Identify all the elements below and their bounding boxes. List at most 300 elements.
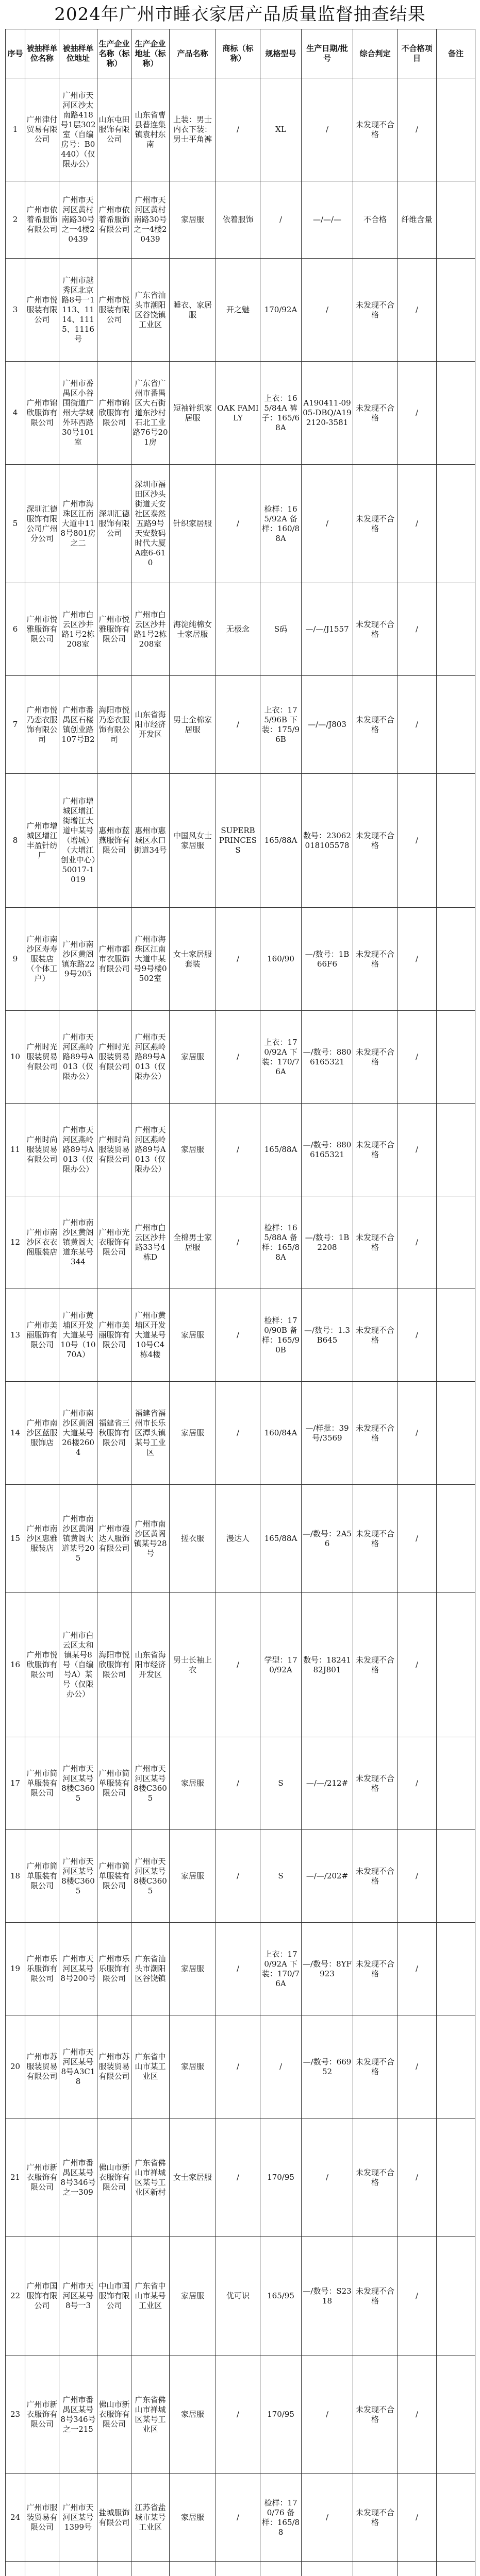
brand-cell: / <box>216 1593 260 1737</box>
spec-model-cell: 170/95 <box>260 2119 302 2237</box>
sampled-unit-cell: 广州津付贸易有限公司 <box>25 78 59 181</box>
sampled-unit-cell: 广州市南沙区寿寿服装店（个体工户） <box>25 908 59 1011</box>
verdict-cell: 未发现不合格 <box>353 362 398 465</box>
product-name-cell: 家居服 <box>170 2237 216 2355</box>
brand-cell: / <box>216 1382 260 1485</box>
row-number-cell: 16 <box>6 1593 25 1737</box>
spec-model-cell: / <box>260 181 302 259</box>
production-date-cell: —/—/212# <box>302 1737 353 1830</box>
brand-cell: 依着服饰 <box>216 181 260 259</box>
sampled-address-cell: 广州市天河区黄村南路30号之一4楼20439 <box>59 181 97 259</box>
header-cell: 规格型号 <box>260 29 302 78</box>
table-row <box>6 362 475 465</box>
remarks-cell <box>437 2015 475 2119</box>
failed-items-cell: / <box>398 676 437 774</box>
table-row <box>6 2562 475 2576</box>
failed-items-cell: / <box>398 908 437 1011</box>
production-date-cell: / <box>302 259 353 362</box>
product-name-cell: 全棉男士家居服 <box>170 1196 216 1289</box>
table-body <box>6 78 475 2576</box>
manufacturer-cell: 广州市锦欣服饰有限公司 <box>97 362 131 465</box>
failed-items-cell: / <box>398 1011 437 1104</box>
sampled-unit-cell: 广州市美丽服饰有限公司 <box>25 1289 59 1382</box>
manufacturer-address-cell: 深圳市福田区沙头街道天安社区泰然五路9号天安数码时代大厦A座6-610 <box>131 465 170 583</box>
sampled-address-cell: 广州市天河区某号8楼C3605 <box>59 1737 97 1830</box>
row-number-cell: 12 <box>6 1196 25 1289</box>
brand-cell: / <box>216 2015 260 2119</box>
spec-model-cell: / <box>260 2015 302 2119</box>
failed-items-cell: / <box>398 465 437 583</box>
brand-cell: 无极念 <box>216 583 260 676</box>
failed-items-cell: / <box>398 78 437 181</box>
spec-model-cell: S <box>260 1737 302 1830</box>
brand-cell: / <box>216 2474 260 2562</box>
manufacturer-cell: 广州市悦服装有限公司 <box>97 259 131 362</box>
sampled-unit-cell: 广州时光服装贸易有限公司 <box>25 1011 59 1104</box>
manufacturer-cell: 广州市依着希服饰有限公司 <box>97 181 131 259</box>
sampled-address-cell: 广州市增城区增江街增江大道中某号（增城）（大增江创业中心）50017-1019 <box>59 774 97 908</box>
brand-cell: / <box>216 908 260 1011</box>
manufacturer-cell: 海阳市悦乃恋衣服饰有限公司 <box>97 676 131 774</box>
sampled-address-cell: 广州市天河区沙太南路418号1层302室（自编房号：B0440）（仅限办公） <box>59 78 97 181</box>
spec-model-cell: 165/88A <box>260 1485 302 1593</box>
spec-model-cell: 上衣：165/84A 裤子：165/68A <box>260 362 302 465</box>
brand-cell: / <box>216 1104 260 1196</box>
table-row <box>6 1382 475 1485</box>
sampled-address-cell: 广州市南沙区黄阁大道某号26楼2604 <box>59 1382 97 1485</box>
sampled-address-cell: 广州市天河区某号8号A3C18 <box>59 2015 97 2119</box>
row-number-cell <box>6 2562 25 2576</box>
sampled-address-cell: 广州市天河区燕岭路89号A013（仅限办公） <box>59 1011 97 1104</box>
row-number-cell: 14 <box>6 1382 25 1485</box>
header-cell: 生产企业名称（标称） <box>97 29 131 78</box>
failed-items-cell: / <box>398 362 437 465</box>
production-date-cell: 数号：23062018105578 <box>302 774 353 908</box>
document-title: 2024年广州市睡衣家居产品质量监督抽查结果 <box>54 4 426 25</box>
product-name-cell: 中国风女士家居服 <box>170 774 216 908</box>
table-row <box>6 1104 475 1196</box>
sampled-unit-cell: 广州市国服饰有限公司 <box>25 2237 59 2355</box>
sampled-address-cell: 广州市天河区某号1399号 <box>59 2474 97 2562</box>
header-cell: 被抽样单位名称 <box>25 29 59 78</box>
remarks-cell <box>437 1289 475 1382</box>
verdict-cell <box>353 2562 398 2576</box>
remarks-cell <box>437 583 475 676</box>
sampled-unit-cell <box>25 2562 59 2576</box>
manufacturer-address-cell: 广州市天河区某号8楼C3605 <box>131 1830 170 1923</box>
remarks-cell <box>437 2355 475 2474</box>
brand-cell: / <box>216 1737 260 1830</box>
table-row <box>6 1737 475 1830</box>
row-number-cell: 11 <box>6 1104 25 1196</box>
header-cell: 备注 <box>437 29 475 78</box>
manufacturer-cell: 佛山市新衣服饰有限公司 <box>97 2355 131 2474</box>
manufacturer-address-cell: 广东省中山市某号工业区 <box>131 2237 170 2355</box>
production-date-cell: / <box>302 2355 353 2474</box>
production-date-cell: / <box>302 78 353 181</box>
remarks-cell <box>437 1593 475 1737</box>
failed-items-cell: / <box>398 1593 437 1737</box>
product-name-cell: 女士家居服 <box>170 2119 216 2237</box>
production-date-cell: / <box>302 465 353 583</box>
header-cell: 商标（标称） <box>216 29 260 78</box>
manufacturer-address-cell: 广东省中山市某工业区 <box>131 2015 170 2119</box>
production-date-cell: —/数号：1B66F6 <box>302 908 353 1011</box>
spec-model-cell: 检样：165/92A 备样：160/88A <box>260 465 302 583</box>
brand-cell: / <box>216 465 260 583</box>
manufacturer-address-cell: 广州市天河区某号8楼C3605 <box>131 1737 170 1830</box>
header-cell: 被抽样单位地址 <box>59 29 97 78</box>
remarks-cell <box>437 465 475 583</box>
brand-cell: / <box>216 1289 260 1382</box>
product-name-cell: 海淀纯棉女士家居服 <box>170 583 216 676</box>
verdict-cell: 未发现不合格 <box>353 1104 398 1196</box>
brand-cell: / <box>216 1196 260 1289</box>
verdict-cell: 未发现不合格 <box>353 259 398 362</box>
table-row <box>6 2015 475 2119</box>
manufacturer-address-cell: 江苏省盐城市某号工业区 <box>131 2474 170 2562</box>
sampled-address-cell: 广州市白云区太和镇某号8号（自编号A）某号（仅限办公） <box>59 1593 97 1737</box>
row-number-cell: 9 <box>6 908 25 1011</box>
failed-items-cell: / <box>398 2355 437 2474</box>
production-date-cell: —/—/J803 <box>302 676 353 774</box>
manufacturer-address-cell: 广东省广州市番禺区大石街道东沙村石北工业路76号201房 <box>131 362 170 465</box>
row-number-cell: 5 <box>6 465 25 583</box>
sampled-unit-cell: 广州市乐乐服饰有限公司 <box>25 1923 59 2015</box>
manufacturer-address-cell: 广州市南沙区黄阁镇某号28号 <box>131 1485 170 1593</box>
failed-items-cell: / <box>398 1104 437 1196</box>
table-row <box>6 1289 475 1382</box>
table-row <box>6 676 475 774</box>
manufacturer-cell: 惠州市蓝燕服饰有限公司 <box>97 774 131 908</box>
verdict-cell: 未发现不合格 <box>353 1923 398 2015</box>
sampled-address-cell: 广州市白云区沙井路1号2栋208室 <box>59 583 97 676</box>
brand-cell: / <box>216 2355 260 2474</box>
table-row <box>6 2119 475 2237</box>
sampled-address-cell: 广州市天河区某号8号一3 <box>59 2237 97 2355</box>
remarks-cell <box>437 259 475 362</box>
spec-model-cell: 检样：165/88A 备样：165/88A <box>260 1196 302 1289</box>
production-date-cell: —/数号：2A56 <box>302 1485 353 1593</box>
row-number-cell: 15 <box>6 1485 25 1593</box>
sampled-address-cell: 广州市天河区某号8号200号 <box>59 1923 97 2015</box>
manufacturer-address-cell: 广州市天河区燕岭路89号A013（仅限办公） <box>131 1104 170 1196</box>
remarks-cell <box>437 362 475 465</box>
verdict-cell: 未发现不合格 <box>353 1737 398 1830</box>
row-number-cell: 17 <box>6 1737 25 1830</box>
sampled-address-cell: 广州市天河区燕岭路89号A013（仅限办公） <box>59 1104 97 1196</box>
manufacturer-cell: 广州市苏服装贸易有限公司 <box>97 2015 131 2119</box>
header-cell: 生产企业地址（标称） <box>131 29 170 78</box>
remarks-cell <box>437 1382 475 1485</box>
verdict-cell: 未发现不合格 <box>353 2474 398 2562</box>
verdict-cell: 未发现不合格 <box>353 774 398 908</box>
table-row <box>6 1485 475 1593</box>
sampled-address-cell: 广州市越秀区北京路8号一1113、1114、1115、1116号 <box>59 259 97 362</box>
manufacturer-address-cell: 广州市白云区沙井路33号4栋D <box>131 1196 170 1289</box>
manufacturer-address-cell: 广州市天河区燕岭路89号A013（仅限办公） <box>131 1011 170 1104</box>
manufacturer-address-cell: 广东省汕头市潮阳区谷饶镇 <box>131 1923 170 2015</box>
spec-model-cell: S码 <box>260 583 302 676</box>
product-name-cell: 家居服 <box>170 2355 216 2474</box>
remarks-cell <box>437 1485 475 1593</box>
sampled-unit-cell: 广州市悦欣服饰有限公司 <box>25 1593 59 1737</box>
spec-model-cell: 165/88A <box>260 1104 302 1196</box>
product-name-cell: 男士全棉家居服 <box>170 676 216 774</box>
sampled-address-cell: 广州市番禺区小谷围街道广州大学城外环西路30号101室 <box>59 362 97 465</box>
brand-cell <box>216 2562 260 2576</box>
failed-items-cell: / <box>398 1737 437 1830</box>
row-number-cell: 2 <box>6 181 25 259</box>
manufacturer-cell: 广州时尚服装贸易有限公司 <box>97 1104 131 1196</box>
header-cell: 不合格项目 <box>398 29 437 78</box>
remarks-cell <box>437 2237 475 2355</box>
failed-items-cell: / <box>398 1485 437 1593</box>
results-table <box>5 29 475 2576</box>
spec-model-cell: 160/90 <box>260 908 302 1011</box>
manufacturer-cell: 广州市光衣服饰有限公司 <box>97 1196 131 1289</box>
production-date-cell <box>302 2562 353 2576</box>
sampled-unit-cell: 广州市悦乃恋衣服饰有限公司 <box>25 676 59 774</box>
remarks-cell <box>437 2562 475 2576</box>
brand-cell: / <box>216 676 260 774</box>
product-name-cell: 女士家居服套装 <box>170 908 216 1011</box>
production-date-cell: / <box>302 2474 353 2562</box>
verdict-cell: 未发现不合格 <box>353 2237 398 2355</box>
sampled-unit-cell: 深圳汇德服饰有限公司广州分公司 <box>25 465 59 583</box>
manufacturer-cell: 深圳汇德服饰有限公司 <box>97 465 131 583</box>
table-row <box>6 774 475 908</box>
table-row <box>6 1011 475 1104</box>
product-name-cell: 家居服 <box>170 1382 216 1485</box>
header-cell: 产品名称 <box>170 29 216 78</box>
production-date-cell: —/—/J1557 <box>302 583 353 676</box>
table-row <box>6 465 475 583</box>
verdict-cell: 未发现不合格 <box>353 583 398 676</box>
brand-cell: 开之魅 <box>216 259 260 362</box>
table-row <box>6 181 475 259</box>
sampled-address-cell: 广州市黄埔区开发大道某号10号（1070A） <box>59 1289 97 1382</box>
header-cell: 生产日期/批号 <box>302 29 353 78</box>
manufacturer-address-cell: 山东省海阳市经济开发区 <box>131 1593 170 1737</box>
table-row <box>6 1830 475 1923</box>
spec-model-cell: 165/95 <box>260 2237 302 2355</box>
sampled-unit-cell: 广州时尚服装贸易有限公司 <box>25 1104 59 1196</box>
manufacturer-address-cell: 山东省海阳市经济开发区 <box>131 676 170 774</box>
row-number-cell: 4 <box>6 362 25 465</box>
spec-model-cell: 上衣：175/96B 下装：175/96B <box>260 676 302 774</box>
product-name-cell: 搓衣服 <box>170 1485 216 1593</box>
verdict-cell: 未发现不合格 <box>353 2015 398 2119</box>
sampled-address-cell: 广州市南沙区黄阁镇东路229号205 <box>59 908 97 1011</box>
production-date-cell: —/数号：8YF923 <box>302 1923 353 2015</box>
product-name-cell: 针织家居服 <box>170 465 216 583</box>
manufacturer-cell: 广州市悦雅服饰有限公司 <box>97 583 131 676</box>
manufacturer-address-cell: 广东省佛山市禅城区某号工业区 <box>131 2355 170 2474</box>
sampled-unit-cell: 广州市简单服装有限公司 <box>25 1830 59 1923</box>
verdict-cell: 未发现不合格 <box>353 1196 398 1289</box>
manufacturer-cell: 广州市漫达人服饰有限公司 <box>97 1485 131 1593</box>
sampled-address-cell <box>59 2562 97 2576</box>
manufacturer-cell: 福建省三秋服饰有限公司 <box>97 1382 131 1485</box>
product-name-cell: 家居服 <box>170 1289 216 1382</box>
product-name-cell: 短袖针织家居服 <box>170 362 216 465</box>
product-name-cell <box>170 2562 216 2576</box>
spec-model-cell <box>260 2562 302 2576</box>
sampled-address-cell: 广州市天河区某号8楼C3605 <box>59 1830 97 1923</box>
spec-model-cell: 学型：170/92A <box>260 1593 302 1737</box>
brand-cell: 漫达人 <box>216 1485 260 1593</box>
production-date-cell: —/数号：1.3B645 <box>302 1289 353 1382</box>
manufacturer-cell: 盐城服饰有限公司 <box>97 2474 131 2562</box>
product-name-cell: 家居服 <box>170 2474 216 2562</box>
manufacturer-address-cell: 广州市海珠区江南大道中某号9号楼0502室 <box>131 908 170 1011</box>
row-number-cell: 6 <box>6 583 25 676</box>
sampled-unit-cell: 广州市苏服装贸易有限公司 <box>25 2015 59 2119</box>
remarks-cell <box>437 1923 475 2015</box>
spec-model-cell: S <box>260 1830 302 1923</box>
brand-cell: / <box>216 1011 260 1104</box>
manufacturer-cell: 广州市乐乐服饰有限公司 <box>97 1923 131 2015</box>
production-date-cell: —/数号：S2318 <box>302 2237 353 2355</box>
verdict-cell: 未发现不合格 <box>353 465 398 583</box>
manufacturer-address-cell: 山东省曹县普连集镇袁村东南 <box>131 78 170 181</box>
row-number-cell: 22 <box>6 2237 25 2355</box>
sampled-address-cell: 广州市番禺区某号8号346号之一215 <box>59 2355 97 2474</box>
production-date-cell: —/数号：1B2208 <box>302 1196 353 1289</box>
remarks-cell <box>437 1104 475 1196</box>
remarks-cell <box>437 1737 475 1830</box>
row-number-cell: 19 <box>6 1923 25 2015</box>
brand-cell: / <box>216 2119 260 2237</box>
manufacturer-cell: 广州市简单服装有限公司 <box>97 1737 131 1830</box>
row-number-cell: 23 <box>6 2355 25 2474</box>
spec-model-cell: XL <box>260 78 302 181</box>
manufacturer-address-cell <box>131 2562 170 2576</box>
production-date-cell: —/—/202# <box>302 1830 353 1923</box>
product-name-cell: 家居服 <box>170 2015 216 2119</box>
manufacturer-cell: 中山市国服饰有限公司 <box>97 2237 131 2355</box>
header-row <box>6 29 475 78</box>
row-number-cell: 8 <box>6 774 25 908</box>
verdict-cell: 未发现不合格 <box>353 2119 398 2237</box>
product-name-cell: 家居服 <box>170 1104 216 1196</box>
sampled-unit-cell: 广州市依着希服饰有限公司 <box>25 181 59 259</box>
spec-model-cell: 检样：170/90B 备样：165/90B <box>260 1289 302 1382</box>
product-name-cell: 男士长袖上衣 <box>170 1593 216 1737</box>
table-row <box>6 2237 475 2355</box>
spec-model-cell: 上衣：170/92A 下装：170/76A <box>260 1923 302 2015</box>
remarks-cell <box>437 2119 475 2237</box>
verdict-cell: 未发现不合格 <box>353 78 398 181</box>
remarks-cell <box>437 1196 475 1289</box>
remarks-cell <box>437 181 475 259</box>
table-row <box>6 1196 475 1289</box>
brand-cell: / <box>216 78 260 181</box>
table-row <box>6 583 475 676</box>
row-number-cell: 18 <box>6 1830 25 1923</box>
manufacturer-address-cell: 广州市黄埔区开发大道某号10号C4栋4楼 <box>131 1289 170 1382</box>
sampled-unit-cell: 广州市悦服装有限公司 <box>25 259 59 362</box>
failed-items-cell: / <box>398 1382 437 1485</box>
sampled-unit-cell: 广州市锦欣服饰有限公司 <box>25 362 59 465</box>
sampled-address-cell: 广州市南沙区黄阁镇黄阁大道某号205 <box>59 1485 97 1593</box>
sampled-address-cell: 广州市番禺区石楼镇创业路107号B2 <box>59 676 97 774</box>
remarks-cell <box>437 774 475 908</box>
sampled-unit-cell: 广州市增城区增江丰盈针纺厂 <box>25 774 59 908</box>
product-name-cell: 家居服 <box>170 1923 216 2015</box>
manufacturer-cell: 广州市美丽服饰有限公司 <box>97 1289 131 1382</box>
verdict-cell: 未发现不合格 <box>353 1382 398 1485</box>
sampled-address-cell: 广州市海珠区江南大道中118号801房之二 <box>59 465 97 583</box>
product-name-cell: 睡衣、家居服 <box>170 259 216 362</box>
product-name-cell: 家居服 <box>170 1830 216 1923</box>
sampled-unit-cell: 广州市南沙区衣衣阁服装店 <box>25 1196 59 1289</box>
failed-items-cell: / <box>398 2237 437 2355</box>
brand-cell: / <box>216 1923 260 2015</box>
manufacturer-cell <box>97 2562 131 2576</box>
sampled-address-cell: 广州市南沙区黄阁镇黄阁大道东某号344 <box>59 1196 97 1289</box>
failed-items-cell: / <box>398 2474 437 2562</box>
row-number-cell: 3 <box>6 259 25 362</box>
header-cell: 序号 <box>6 29 25 78</box>
production-date-cell: —/数号：66952 <box>302 2015 353 2119</box>
failed-items-cell: / <box>398 1830 437 1923</box>
row-number-cell: 10 <box>6 1011 25 1104</box>
verdict-cell: 未发现不合格 <box>353 1485 398 1593</box>
manufacturer-address-cell: 福建省福州市长乐区潭头镇某号工业区 <box>131 1382 170 1485</box>
failed-items-cell: / <box>398 774 437 908</box>
manufacturer-address-cell: 广州市天河区黄村南路30号之一4楼20439 <box>131 181 170 259</box>
sampled-unit-cell: 广州市南沙区惠雅服装店 <box>25 1485 59 1593</box>
manufacturer-cell: 广州时光服装贸易有限公司 <box>97 1011 131 1104</box>
spec-model-cell: 160/84A <box>260 1382 302 1485</box>
failed-items-cell: / <box>398 583 437 676</box>
brand-cell: / <box>216 1830 260 1923</box>
table-row <box>6 259 475 362</box>
verdict-cell: 未发现不合格 <box>353 1593 398 1737</box>
table-row <box>6 1923 475 2015</box>
header-cell: 综合判定 <box>353 29 398 78</box>
failed-items-cell: / <box>398 1923 437 2015</box>
failed-items-cell <box>398 2562 437 2576</box>
sampled-address-cell: 广州市番禺区某号8号346号之一309 <box>59 2119 97 2237</box>
table-row <box>6 1593 475 1737</box>
failed-items-cell: 纤维含量 <box>398 181 437 259</box>
sampled-unit-cell: 广州市新衣服饰有限公司 <box>25 2355 59 2474</box>
sampled-unit-cell: 广州市服装贸易有限公司 <box>25 2474 59 2562</box>
manufacturer-cell: 广州市都市衣服饰有限公司 <box>97 908 131 1011</box>
manufacturer-address-cell: 广东省佛山市禅城区某号工业区新村 <box>131 2119 170 2237</box>
spec-model-cell: 170/92A <box>260 259 302 362</box>
remarks-cell <box>437 1011 475 1104</box>
verdict-cell: 未发现不合格 <box>353 1289 398 1382</box>
failed-items-cell: / <box>398 2015 437 2119</box>
verdict-cell: 未发现不合格 <box>353 1011 398 1104</box>
verdict-cell: 未发现不合格 <box>353 1830 398 1923</box>
production-date-cell: —/样批：39号/3569 <box>302 1382 353 1485</box>
row-number-cell: 13 <box>6 1289 25 1382</box>
manufacturer-address-cell: 广州市白云区沙井路1号2栋208室 <box>131 583 170 676</box>
product-name-cell: 家居服 <box>170 1737 216 1830</box>
table-row <box>6 2355 475 2474</box>
failed-items-cell: / <box>398 259 437 362</box>
verdict-cell: 未发现不合格 <box>353 2355 398 2474</box>
product-name-cell: 家居服 <box>170 181 216 259</box>
verdict-cell: 不合格 <box>353 181 398 259</box>
manufacturer-cell: 山东屯田服饰有限公司 <box>97 78 131 181</box>
sampled-unit-cell: 广州市新衣服饰有限公司 <box>25 2119 59 2237</box>
